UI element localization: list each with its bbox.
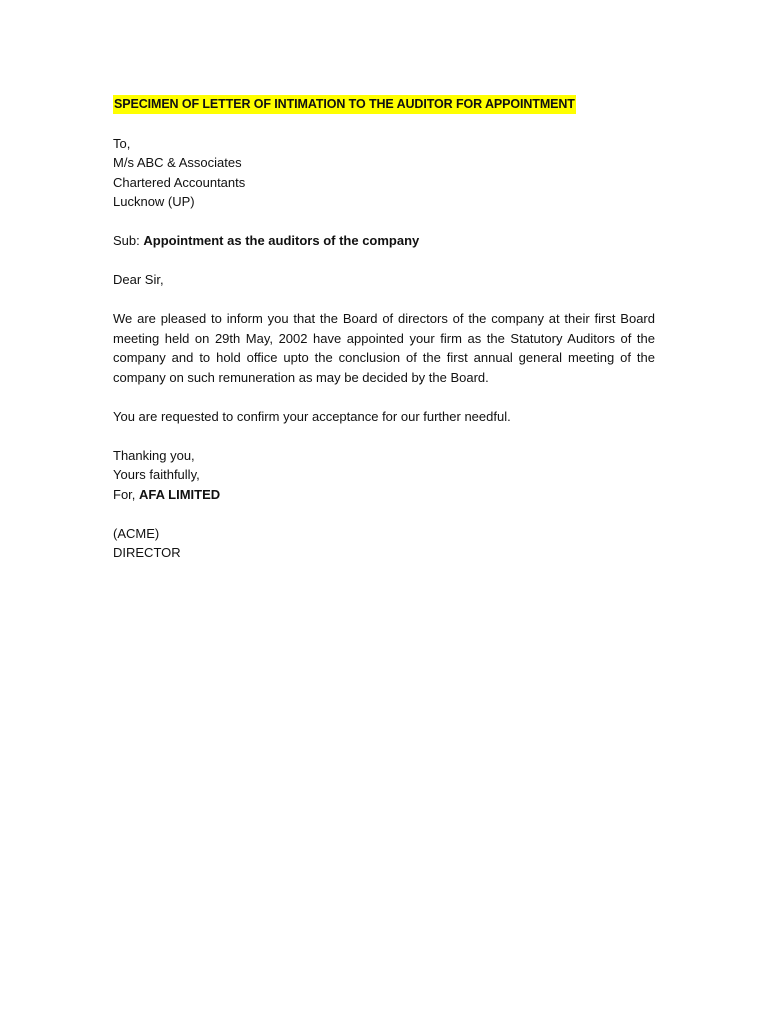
- signatory-title: DIRECTOR: [113, 545, 181, 560]
- subject-prefix: Sub:: [113, 233, 144, 248]
- address-city: Lucknow (UP): [113, 194, 195, 209]
- closing-for: [113, 485, 655, 505]
- spacer: [113, 251, 655, 271]
- spacer: [113, 426, 655, 446]
- address-to: To,: [113, 135, 131, 151]
- spacer: [113, 387, 655, 407]
- spacer: [113, 114, 655, 134]
- letter-heading: SPECIMEN OF LETTER OF INTIMATION TO THE AUDITOR FOR APPOINTMENT: [113, 95, 576, 114]
- salutation: Dear Sir,: [113, 272, 164, 287]
- signatory-name: (ACME): [113, 525, 160, 541]
- address-designation: Chartered Accountants: [113, 174, 246, 190]
- signatory-block: [113, 524, 655, 563]
- recipient-address: [113, 134, 655, 212]
- company-name: AFA LIMITED: [139, 486, 221, 502]
- spacer: [113, 212, 655, 232]
- spacer: [113, 504, 655, 524]
- address-name: M/s ABC & Associates: [113, 155, 242, 170]
- body-paragraph: You are requested to confirm your acceptance for our further needful.: [113, 408, 511, 424]
- body-paragraph: We are pleased to inform you that the Board of directors of the company at their first Board meeting held on 29th May, 2002 have appointed your firm as the Statutory Auditors of the company and to hold office upto the conclusion of the first annual general meeting of the company on such remuneration as may be decided by the Board.: [113, 311, 655, 385]
- spacer: [113, 290, 655, 310]
- subject-text: Appointment as the auditors of the company: [143, 233, 420, 248]
- closing-for-prefix: For,: [113, 486, 140, 502]
- closing-thanks: Thanking you,: [113, 447, 195, 463]
- closing-block: [113, 446, 655, 505]
- heading-row: [113, 94, 655, 114]
- closing-yours: Yours faithfully,: [113, 467, 200, 482]
- subject-line: [113, 231, 655, 251]
- letter-page: [113, 94, 655, 563]
